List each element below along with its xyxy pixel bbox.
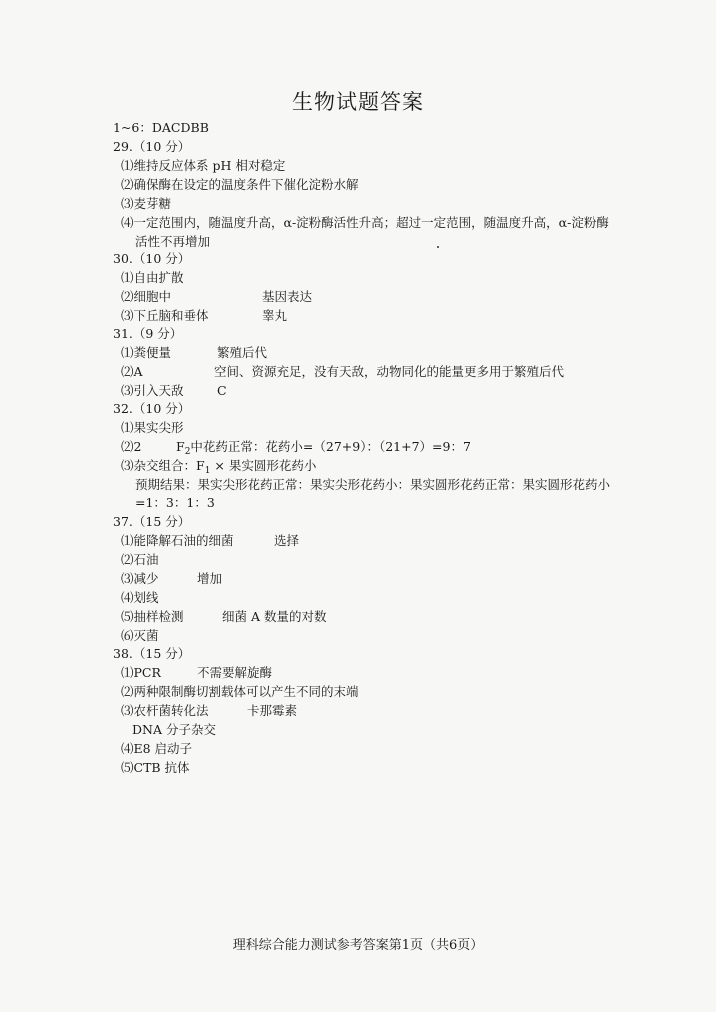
q38-answer-3-blank-3: DNA 分子杂交 bbox=[132, 722, 216, 737]
q37-answer-2: ⑵石油 bbox=[121, 552, 159, 567]
q38-answer-3-blank-2: 卡那霉素 bbox=[247, 703, 298, 718]
q31-answer-1: ⑴粪便量 bbox=[121, 345, 172, 360]
page-title: 生物试题答案 bbox=[292, 90, 424, 114]
q31-answer-3: ⑶引入天敌 bbox=[121, 383, 184, 398]
q31-answer-3-blank-2: C bbox=[217, 383, 227, 398]
q30-heading: 30.（10 分） bbox=[113, 251, 191, 266]
q37-answer-3-blank-2: 增加 bbox=[197, 571, 223, 586]
f-symbol: F bbox=[176, 439, 185, 454]
q31-heading: 31.（9 分） bbox=[113, 326, 183, 341]
q30-answer-2: ⑵细胞中 bbox=[121, 289, 172, 304]
f2-subscript: 2 bbox=[184, 447, 191, 457]
q38-answer-2: ⑵两种限制酶切割载体可以产生不同的末端 bbox=[121, 684, 359, 699]
q29-answer-4-cont: 活性不再增加 bbox=[135, 234, 211, 249]
q32-answer-2-ratio bbox=[176, 439, 471, 460]
q32-answer-3-expected: 预期结果：果实尖形花药正常：果实尖形花药小：果实圆形花药正常：果实圆形花药小 bbox=[135, 477, 611, 492]
q31-answer-1-blank-2: 繁殖后代 bbox=[217, 345, 268, 360]
q38-answer-4: ⑷E8 启动子 bbox=[121, 741, 193, 756]
q32-answer-3-pre: ⑶杂交组合：F bbox=[121, 458, 205, 473]
q32-answer-2-text: 中花药正常：花药小=（27+9）：（21+7）=9：7 bbox=[190, 439, 471, 454]
q30-answer-3-blank-2: 睾丸 bbox=[262, 308, 288, 323]
q37-answer-1-blank-2: 选择 bbox=[274, 533, 300, 548]
q37-answer-1: ⑴能降解石油的细菌 bbox=[121, 533, 234, 548]
q37-heading: 37.（15 分） bbox=[113, 514, 191, 529]
q32-answer-2: ⑵2 bbox=[121, 439, 142, 454]
q32-answer-3-ratio: =1：3：1：3 bbox=[135, 495, 215, 510]
q31-answer-2: ⑵A bbox=[121, 364, 143, 379]
q29-answer-4: ⑷一定范围内，随温度升高，α-淀粉酶活性升高；超过一定范围，随温度升高，α-淀粉酶 bbox=[121, 215, 609, 230]
q29-answer-1: ⑴维持反应体系 pH 相对稳定 bbox=[121, 158, 286, 173]
multiple-choice-answers: 1~6：DACDBB bbox=[113, 120, 209, 135]
q37-answer-5: ⑸抽样检测 bbox=[121, 609, 184, 624]
q30-answer-3: ⑶下丘脑和垂体 bbox=[121, 308, 209, 323]
q29-answer-3: ⑶麦芽糖 bbox=[121, 196, 172, 211]
scan-speck bbox=[437, 246, 439, 248]
q32-heading: 32.（10 分） bbox=[113, 401, 191, 416]
q37-answer-3: ⑶减少 bbox=[121, 571, 159, 586]
q37-answer-4: ⑷划线 bbox=[121, 590, 159, 605]
q37-answer-5-blank-2: 细菌 A 数量的对数 bbox=[222, 609, 327, 624]
q29-answer-2: ⑵确保酶在设定的温度条件下催化淀粉水解 bbox=[121, 177, 359, 192]
q31-answer-2-blank-2: 空间、资源充足，没有天敌，动物同化的能量更多用于繁殖后代 bbox=[214, 364, 565, 379]
q38-answer-5: ⑸CTB 抗体 bbox=[121, 760, 190, 775]
q30-answer-2-blank-2: 基因表达 bbox=[262, 289, 313, 304]
q38-answer-1-blank-2: 不需要解旋酶 bbox=[197, 665, 273, 680]
q38-answer-3: ⑶农杆菌转化法 bbox=[121, 703, 209, 718]
q30-answer-1: ⑴自由扩散 bbox=[121, 270, 184, 285]
page-footer: 理科综合能力测试参考答案第1页（共6页） bbox=[232, 938, 484, 953]
q32-answer-3-post: × 果实圆形花药小 bbox=[210, 458, 317, 473]
q29-heading: 29.（10 分） bbox=[113, 139, 191, 154]
q38-heading: 38.（15 分） bbox=[113, 646, 191, 661]
f1-subscript: 1 bbox=[204, 466, 211, 476]
q37-answer-6: ⑹灭菌 bbox=[121, 628, 159, 643]
q32-answer-1: ⑴果实尖形 bbox=[121, 420, 184, 435]
q38-answer-1: ⑴PCR bbox=[121, 665, 161, 680]
q32-answer-3 bbox=[121, 458, 316, 479]
